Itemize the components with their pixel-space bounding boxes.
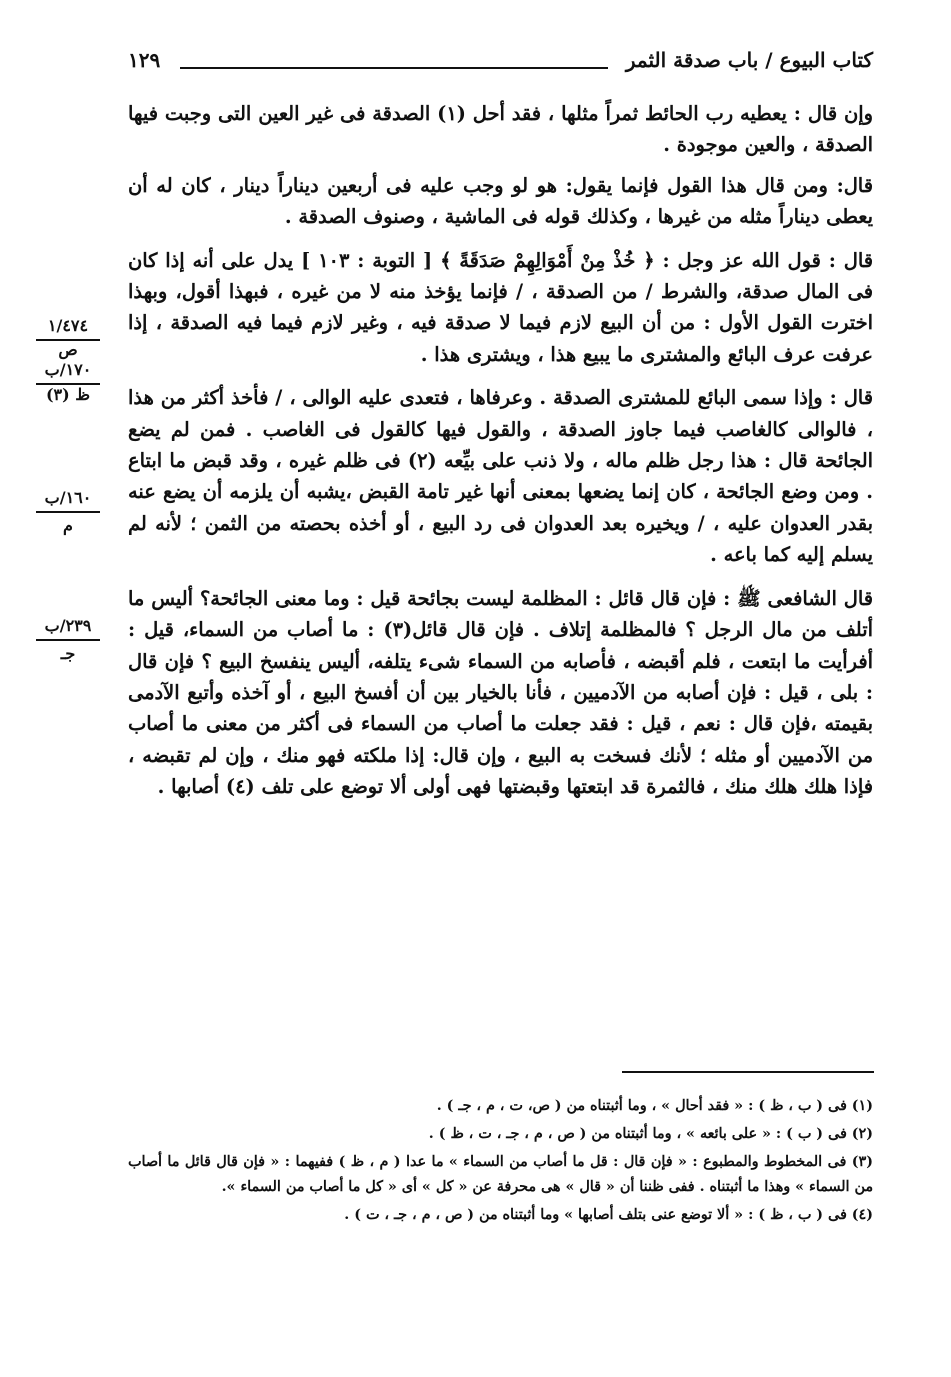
- margin-note-ref: م: [63, 516, 73, 535]
- paragraph-lead: قال: [843, 248, 874, 272]
- main-text: [128, 98, 873, 815]
- margin-note-ref: جـ: [60, 644, 76, 663]
- margin-note-rule: [36, 511, 100, 513]
- running-title: كتاب البيوع / باب صدقة الثمر: [625, 48, 873, 72]
- paragraph-lead: قال:: [836, 173, 873, 197]
- footnote-separator: [622, 1071, 874, 1073]
- paragraph: [128, 583, 873, 803]
- margin-note-ref: ظ (٣): [45, 385, 91, 404]
- header-rule: [180, 67, 608, 69]
- margin-note-ref: ١٧٠/ب: [44, 360, 92, 379]
- margin-note-ref: ١/٤٧٤: [47, 316, 89, 335]
- margin-note-ref: ١٦٠/ب: [44, 488, 92, 507]
- paragraph-lead: قال: [843, 386, 873, 410]
- paragraph-text: : وإذا سمى البائع للمشترى الصدقة . وعرفاها ، فتعدى عليه الوالى ، / فأخذ أكثر من هذا ، فالوالى كالغاصب فيما جاوز الصدقة ، والقول فيها كالقول فى الغاصب . فمن لم يضع الجائحة قال : هذا رجل ظلم ماله ، ولا ذنب على بيِّعه (٢) فى ظلم غيره ، وقد قبض ما ابتاع . ومن وضع الجائحة ، كان إنما يضعها بمعنى أنها غير تامة القبض ،يشبه أن يلزمه أن يضع عنه بقدر العدوان عليه ، / ويخيره بعد العدوان فى رد البيع ، أو أخذه بحصته من الثمن ؛ لأنه لم يسلم إليه كما باعه .: [128, 386, 873, 567]
- paragraph: [128, 170, 873, 233]
- paragraph: [128, 98, 873, 161]
- margin-note: [30, 488, 106, 536]
- paragraph: [128, 382, 873, 570]
- paragraph-text: ومن قال هذا القول فإنما يقول: هو لو وجب عليه فى أربعين ديناراً دينار ، كان له أن يعطى ديناراً مثله من غيرها ، وكذلك قوله فى الماشية ، وصنوف الصدقة .: [128, 173, 873, 229]
- page-number: ١٢٩: [128, 48, 161, 72]
- footnote: (٣) فى المخطوط والمطبوع : « فإن قال : قل ما أصاب من السماء » ما عدا ( م ، ظ ) ففيهما : « فإن قال قائل ما أصاب من السماء » وهذا ما أثبتناه . ففى ظننا أن « قال » هى محرفة عن « كل » أى « كل ما أصاب من السماء ».: [128, 1154, 873, 1195]
- footnote: (٢) فى ( ب ) : « على بائعه » ، وما أثبتناه من ( ص ، م ، جـ ، ت ، ظ ) .: [428, 1126, 873, 1142]
- paragraph-text: : قول الله عز وجل : ﴿ خُذْ مِنْ أَمْوَالِهِمْ صَدَقَةً ﴾ [ التوبة : ١٠٣ ] يدل على أنه إذا كان فى المال صدقة، والشرط / من الصدقة ، / فإنما يؤخذ منه لا من غيره ، فبهذا أقول، وبهذا اخترت القول الأول : من أن البيع لازم فيما لا صدقة فيه ، وغير لازم فيما فيه الصدقة ، إذا عرفت عرف البائع والمشترى ما يبيع هذا ، ويشترى هذا .: [128, 248, 873, 366]
- footnote: (٤) فى ( ب ، ظ ) : « ألا توضع عنى بتلف أصابها » وما أثبتناه من ( ص ، م ، جـ ، ت ) .: [344, 1207, 873, 1223]
- margin-note-rule: [36, 639, 100, 641]
- paragraph: [128, 245, 873, 371]
- margin-note-ref: ٢٣٩/ب: [44, 616, 92, 635]
- page-header: [128, 48, 873, 84]
- margin-note: [30, 616, 106, 664]
- footnotes: [128, 1094, 873, 1231]
- paragraph-text: : فإن قال قائل : المظلمة ليست بجائحة قيل : وما معنى الجائحة؟ أليس ما أتلف من مال الرجل ؟ فالمظلمة إتلاف . فإن قال قائل(٣) : ما أصاب من السماء، قيل : أفرأيت ما ابتعت ، فلم أقبضه ، فأصابه من السماء شىء يتلفه، أليس ينفسخ البيع ؟ فإن قال : بلى ، قيل : فإن أصابه من الآدميين ، فأنا بالخيار بين أن أفسخ البيع ، أو آخذه وأتبع الآدمى بقيمته ،فإن قال : نعم ، قيل : فقد جعلت ما أصاب من السماء فى أكثر من معنى ما أصاب من الآدميين أو مثله ؛ لأنك فسخت به البيع ، وإن قال: إذا ملكته فهو منك ، وإن لم تقبضه ، فإذا هلك هلك منك ، فالثمرة قد ابتعتها وقبضتها فهى أولى ألا توضع على تلف (٤) أصابها .: [128, 586, 873, 799]
- margin-note-ref: ص: [58, 340, 78, 359]
- paragraph-lead: قال الشافعى ﷺ: [737, 586, 874, 610]
- margin-note: [30, 316, 106, 405]
- footnote: (١) فى ( ب ، ظ ) : « فقد أحال » ، وما أثبتناه من ( ص، ت ، م ، جـ ) .: [436, 1098, 873, 1114]
- paragraph-text: وإن قال : يعطيه رب الحائط ثمراً مثلها ، فقد أحل (١) الصدقة فى غير العين التى وجبت فيها الصدقة ، والعين موجودة .: [128, 102, 873, 157]
